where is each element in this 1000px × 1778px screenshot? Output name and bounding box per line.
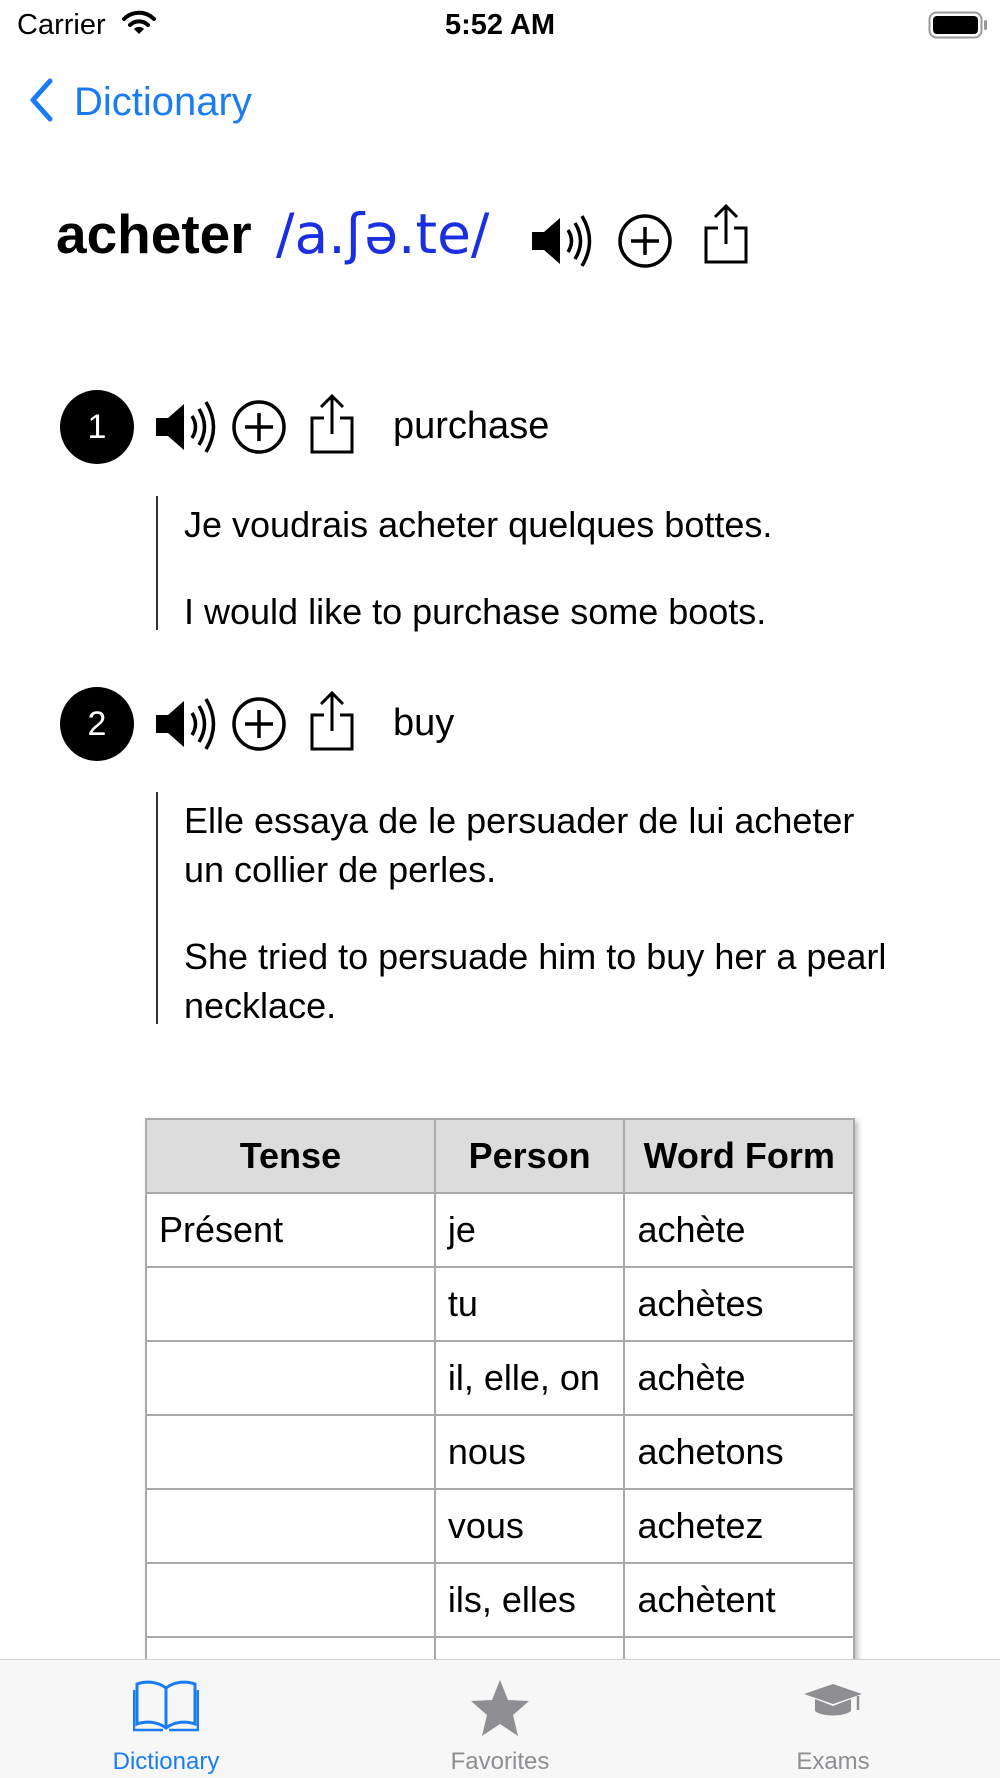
star-icon	[400, 1678, 600, 1738]
sense-number-badge: 2	[60, 687, 134, 761]
add-favorite-icon[interactable]	[230, 695, 288, 758]
table-cell-person: vous	[435, 1489, 625, 1563]
example-english: I would like to purchase some boots.	[184, 591, 767, 632]
example-block	[156, 792, 886, 1024]
sense-number-badge: 1	[60, 390, 134, 464]
battery-icon	[928, 11, 988, 44]
table-cell-tense	[146, 1563, 435, 1637]
tab-favorites[interactable]	[400, 1660, 600, 1778]
tab-label: Exams	[796, 1748, 870, 1775]
table-cell-word-form: achetons	[624, 1415, 854, 1489]
conjugation-table	[145, 1118, 855, 1712]
sense-translation: buy	[393, 702, 455, 744]
status-time: 5:52 AM	[444, 9, 556, 41]
speaker-icon[interactable]	[154, 695, 220, 758]
table-row	[146, 1489, 854, 1563]
ipa-transcription: /a.ʃə.te/	[276, 202, 490, 266]
table-cell-person: il, elle, on	[435, 1341, 625, 1415]
table-cell-word-form: achètes	[624, 1267, 854, 1341]
status-bar	[0, 0, 1000, 50]
table-row	[146, 1341, 854, 1415]
table-cell-word-form: achetez	[624, 1489, 854, 1563]
example-french: Je voudrais acheter quelques bottes.	[184, 504, 773, 545]
table-row	[146, 1267, 854, 1341]
share-icon[interactable]	[702, 202, 750, 271]
table-cell-person: je	[435, 1193, 625, 1267]
tab-label: Favorites	[450, 1748, 550, 1775]
table-cell-word-form: achète	[624, 1341, 854, 1415]
share-icon[interactable]	[308, 392, 356, 461]
column-header-tense: Tense	[146, 1119, 435, 1193]
table-cell-word-form: achète	[624, 1193, 854, 1267]
table-cell-tense: Présent	[146, 1193, 435, 1267]
speaker-icon[interactable]	[530, 212, 596, 275]
tab-dictionary[interactable]	[66, 1660, 266, 1778]
tab-exams[interactable]	[733, 1660, 933, 1778]
table-row	[146, 1193, 854, 1267]
table-cell-tense	[146, 1267, 435, 1341]
example-french-line: Elle essaya de le persuader de lui acheter	[184, 800, 855, 841]
table-cell-tense	[146, 1415, 435, 1489]
headword: acheter	[56, 203, 252, 265]
table-row	[146, 1415, 854, 1489]
sense-translation: purchase	[393, 405, 550, 447]
back-button-label: Dictionary	[74, 79, 252, 124]
speaker-icon[interactable]	[154, 398, 220, 461]
graduation-cap-icon	[733, 1678, 933, 1728]
chevron-left-icon	[28, 77, 54, 128]
table-cell-person: ils, elles	[435, 1563, 625, 1637]
table-row	[146, 1563, 854, 1637]
table-cell-person: tu	[435, 1267, 625, 1341]
example-block	[156, 496, 772, 630]
tab-label: Dictionary	[112, 1748, 220, 1775]
table-header-row	[146, 1119, 854, 1193]
share-icon[interactable]	[308, 689, 356, 758]
column-header-word-form: Word Form	[624, 1119, 854, 1193]
table-cell-word-form: achètent	[624, 1563, 854, 1637]
tab-bar	[0, 1659, 1000, 1778]
table-cell-tense	[146, 1341, 435, 1415]
example-english-line: She tried to persuade him to buy her a pearl	[184, 936, 887, 977]
example-french-line: un collier de perles.	[184, 849, 497, 890]
add-favorite-icon[interactable]	[230, 398, 288, 461]
table-cell-person: nous	[435, 1415, 625, 1489]
carrier-label: Carrier	[17, 9, 106, 41]
book-icon	[66, 1678, 266, 1732]
example-english-line: necklace.	[184, 985, 337, 1026]
add-favorite-icon[interactable]	[616, 212, 674, 275]
table-cell-tense	[146, 1489, 435, 1563]
column-header-person: Person	[435, 1119, 625, 1193]
back-button[interactable]	[28, 74, 252, 130]
